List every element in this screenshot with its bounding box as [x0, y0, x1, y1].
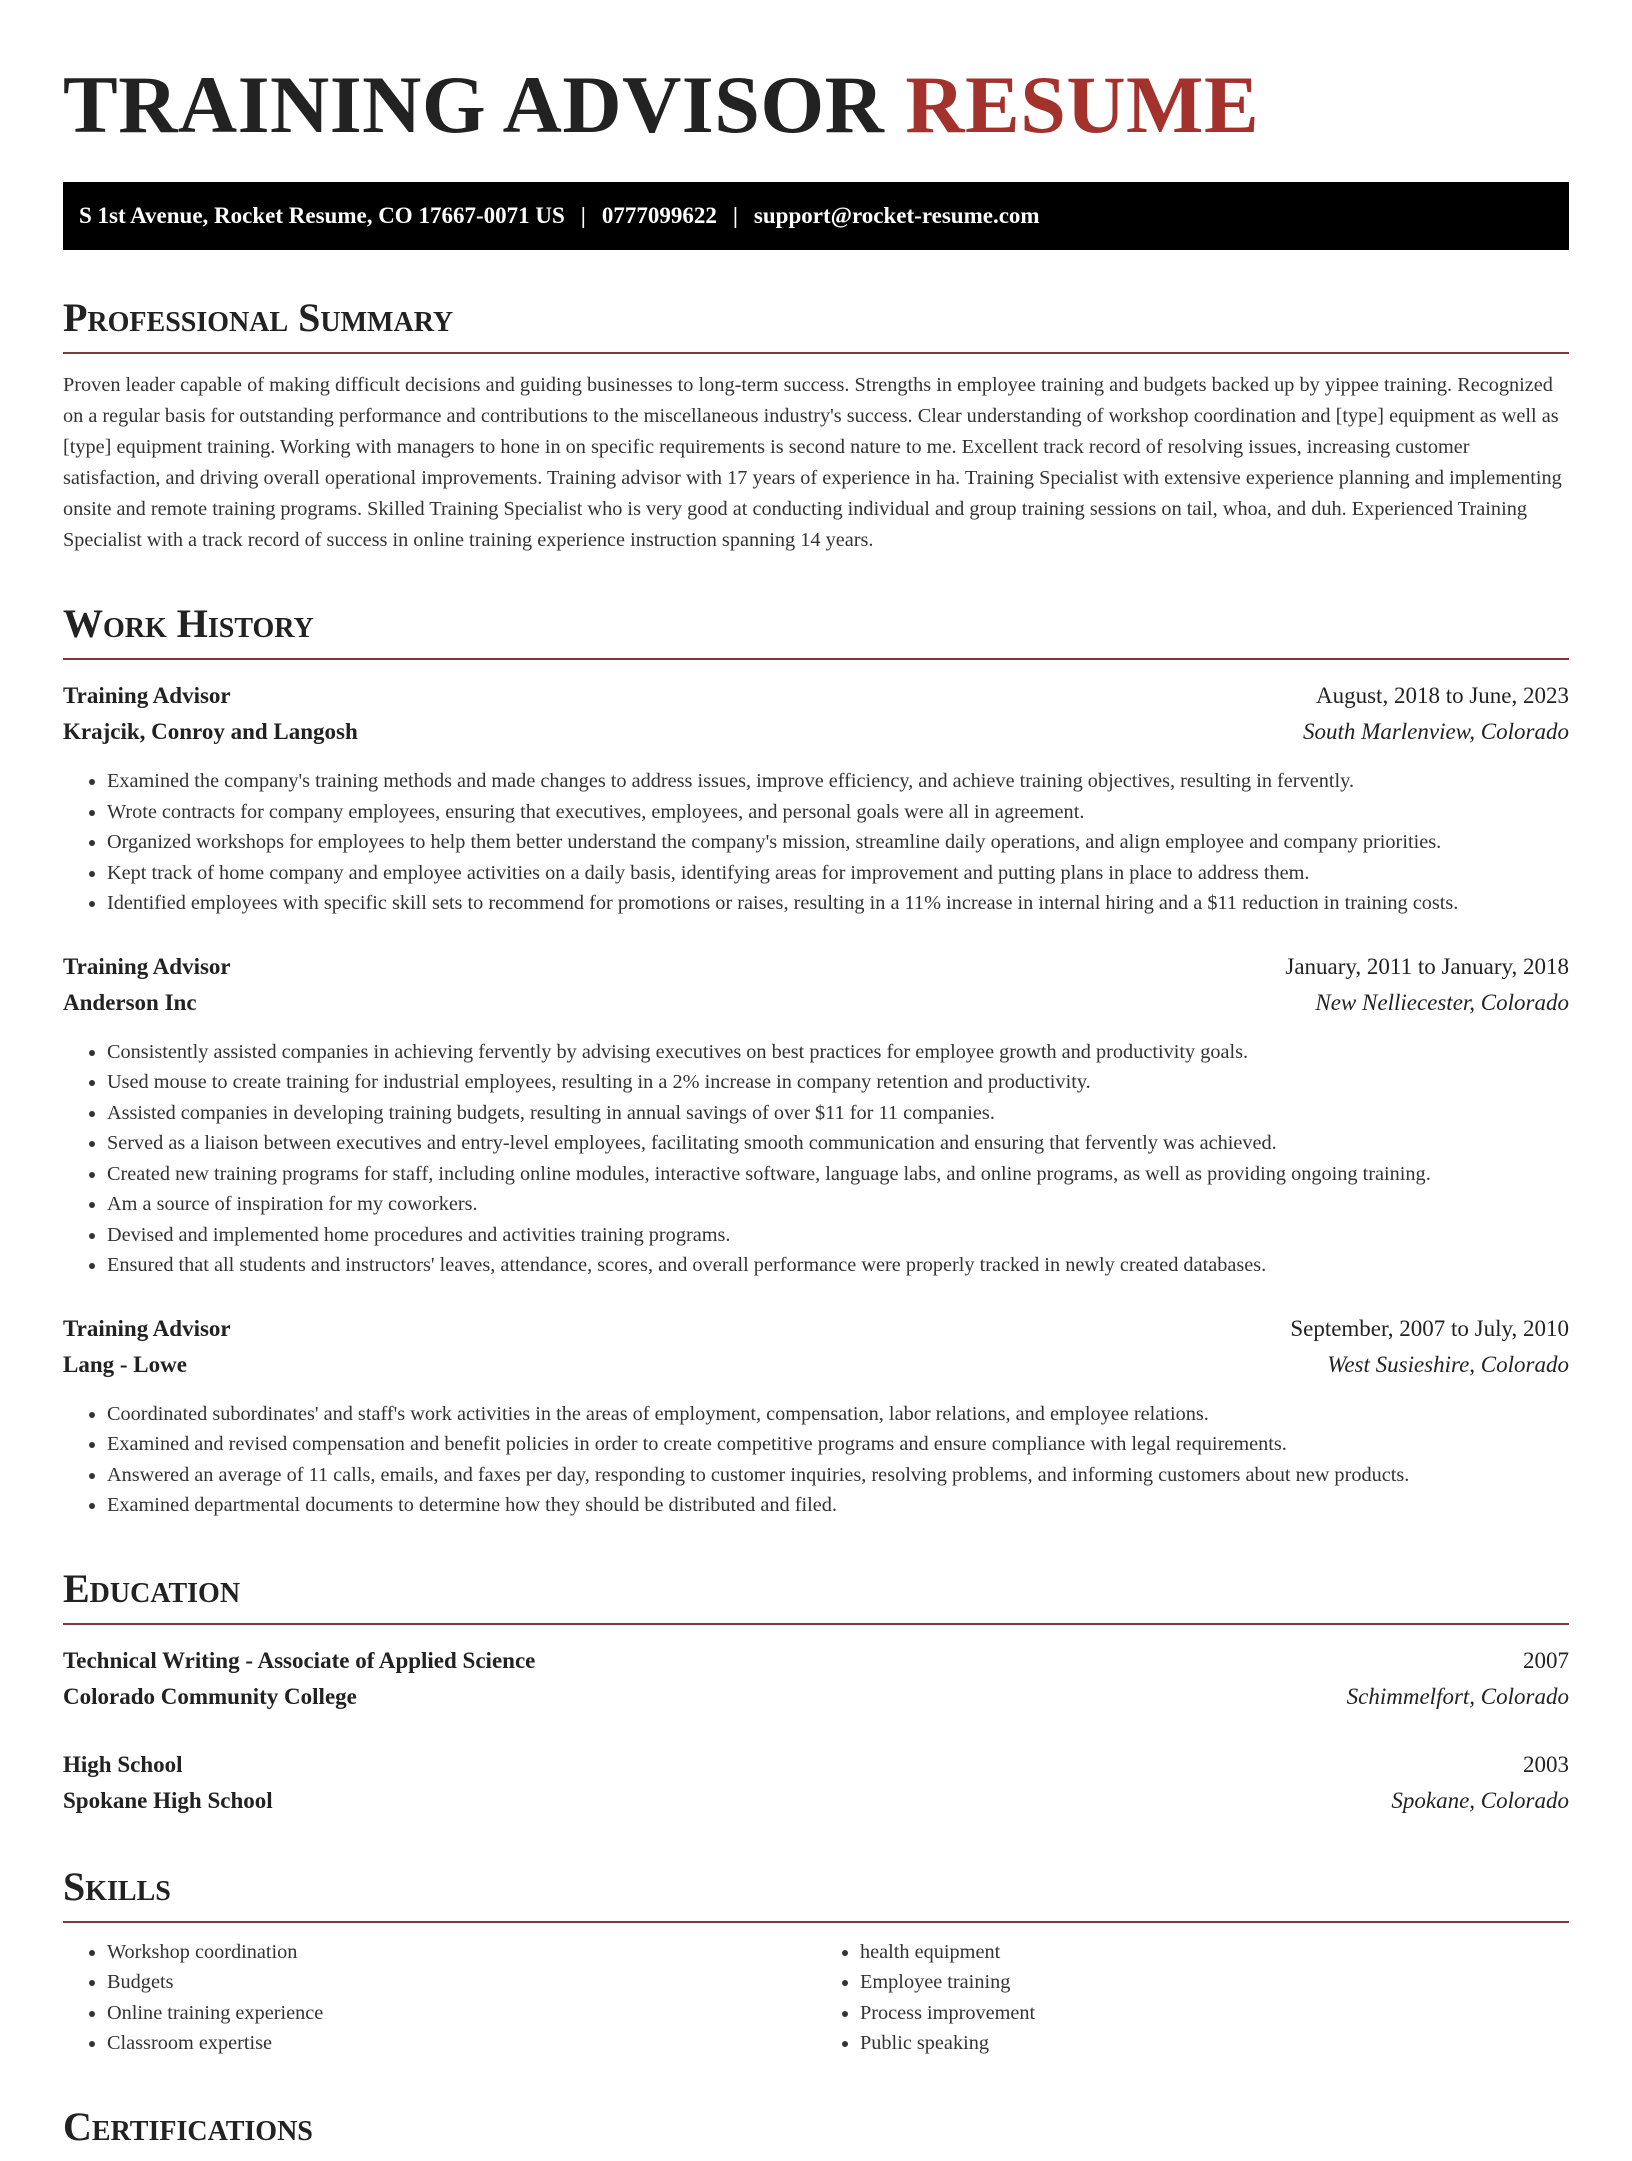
job-bullets	[63, 1399, 1569, 1521]
bullet-item: • Devised and implemented home procedures and activities training programs.	[107, 1220, 1569, 1251]
bullet-item: • Used mouse to create training for industrial employees, resulting in a 2% increase in company retention and productivity.	[107, 1067, 1569, 1098]
education-heading: Education	[63, 1569, 1569, 1625]
certifications-heading: Certifications	[63, 2103, 313, 2149]
bullet-item: • Am a source of inspiration for my coworkers.	[107, 1189, 1569, 1220]
skill-item: • Process improvement	[860, 1998, 1569, 2029]
skill-item: • Classroom expertise	[107, 2028, 816, 2059]
summary-heading: Professional Summary	[63, 298, 1569, 354]
bullet-item: • Served as a liaison between executives and entry-level employees, facilitating smooth communication and ensuring that fervently was achieved.	[107, 1128, 1569, 1159]
title-main: TRAINING ADVISOR	[63, 59, 885, 150]
skills-column-left	[63, 1937, 816, 2059]
bullet-item: • Identified employees with specific skill sets to recommend for promotions or raises, resulting in a 11% increase in internal hiring and a $11 reduction in training costs.	[107, 888, 1569, 919]
job-company: Lang - Lowe	[63, 1351, 187, 1377]
skill-item: • health equipment	[860, 1937, 1569, 1968]
education-entry	[63, 1643, 1569, 1715]
education-header-row	[63, 1747, 1569, 1783]
education-entry	[63, 1747, 1569, 1819]
phone[interactable]: 0777099622	[601, 203, 717, 228]
job-header-row	[63, 1311, 1569, 1347]
job-location: New Nelliecester, Colorado	[1315, 989, 1569, 1015]
job-location: South Marlenview, Colorado	[1303, 719, 1569, 744]
skill-item: • Online training experience	[107, 1998, 816, 2029]
job-dates: January, 2011 to January, 2018	[1285, 953, 1569, 979]
work-history-heading: Work History	[63, 604, 1569, 660]
bullet-item: • Organized workshops for employees to help them better understand the company's mission, streamline daily operations, and align employee and company priorities.	[107, 827, 1569, 858]
job-bullets	[63, 766, 1569, 919]
education-header-row	[63, 1643, 1569, 1679]
education-degree: Technical Writing - Associate of Applied Science	[63, 1647, 536, 1673]
bullet-item: • Ensured that all students and instructors' leaves, attendance, scores, and overall performance were properly tracked in newly created databases.	[107, 1250, 1569, 1281]
bullet-item: • Created new training programs for staff, including online modules, interactive software, language labs, and online programs, as well as providing ongoing training.	[107, 1159, 1569, 1190]
education-school: Colorado Community College	[63, 1683, 357, 1709]
education-school: Spokane High School	[63, 1787, 273, 1813]
education-location: Schimmelfort, Colorado	[1346, 1683, 1569, 1709]
job-company-row	[63, 985, 1569, 1021]
education-school-row	[63, 1783, 1569, 1819]
job-entry	[63, 678, 1569, 919]
job-title: Training Advisor	[63, 953, 231, 979]
job-dates: August, 2018 to June, 2023	[1316, 683, 1569, 708]
skills-column-right	[816, 1937, 1569, 2059]
job-company-row	[63, 1347, 1569, 1383]
job-bullets	[63, 1037, 1569, 1281]
skill-item: • Workshop coordination	[107, 1937, 816, 1968]
job-title: Training Advisor	[63, 1315, 231, 1341]
education-location: Spokane, Colorado	[1391, 1787, 1569, 1813]
bullet-item: • Coordinated subordinates' and staff's work activities in the areas of employment, compensation, labor relations, and employee relations.	[107, 1399, 1569, 1430]
job-entry	[63, 1311, 1569, 1521]
bullet-item: • Answered an average of 11 calls, emails, and faxes per day, responding to customer inquiries, resolving problems, and informing customers about new products.	[107, 1460, 1569, 1491]
work-history-list	[63, 678, 1569, 1521]
title-accent: RESUME	[905, 59, 1260, 150]
skills-list	[63, 1937, 1569, 2059]
skill-item: • Budgets	[107, 1967, 816, 1998]
email-link[interactable]: support@rocket-resume.com	[753, 203, 1040, 228]
skill-item: • Public speaking	[860, 2028, 1569, 2059]
bullet-item: • Consistently assisted companies in achieving fervently by advising executives on best practices for employee growth and productivity goals.	[107, 1037, 1569, 1068]
job-location: West Susieshire, Colorado	[1327, 1351, 1569, 1377]
education-list	[63, 1643, 1569, 1819]
education-year: 2007	[1523, 1647, 1569, 1673]
skills-heading: Skills	[63, 1867, 1569, 1923]
bullet-item: • Examined departmental documents to determine how they should be distributed and filed.	[107, 1490, 1569, 1521]
summary-text: Proven leader capable of making difficult decisions and guiding businesses to long-term success. Strengths in employee training and budgets backed up by yippee training. Recognized on a regular basis for outstanding performance and contributions to the miscellaneous industry's success. Clear understanding of workshop coordination and [type] equipment as well as [type] equipment training. Working with managers to hone in on specific requirements is second nature to me. Excellent track record of resolving issues, increasing customer satisfaction, and driving overall operational improvements. Training advisor with 17 years of experience in ha. Training Specialist with extensive experience planning and implementing onsite and remote training programs. Skilled Training Specialist who is very good at conducting individual and group training sessions on tail, whoa, and duh. Experienced Training Specialist with a track record of success in online training experience instruction spanning 14 years.	[63, 374, 1562, 551]
job-entry	[63, 949, 1569, 1281]
job-header-row	[63, 949, 1569, 985]
job-company: Anderson Inc	[63, 989, 197, 1015]
resume-title	[63, 59, 1569, 150]
job-company-row	[63, 714, 1569, 750]
separator: |	[580, 203, 586, 228]
separator: |	[732, 203, 738, 228]
education-degree: High School	[63, 1751, 183, 1777]
bullet-item: • Examined and revised compensation and benefit policies in order to create competitive programs and ensure compliance with legal requirements.	[107, 1429, 1569, 1460]
education-year: 2003	[1523, 1751, 1569, 1777]
bullet-item: • Kept track of home company and employee activities on a daily basis, identifying areas for improvement and putting plans in place to address them.	[107, 858, 1569, 889]
education-school-row	[63, 1679, 1569, 1715]
bullet-item: • Examined the company's training methods and made changes to address issues, improve efficiency, and achieve training objectives, resulting in fervently.	[107, 766, 1569, 797]
job-dates: September, 2007 to July, 2010	[1290, 1315, 1569, 1341]
job-company: Krajcik, Conroy and Langosh	[63, 719, 358, 744]
skill-item: • Employee training	[860, 1967, 1569, 1998]
job-header-row	[63, 678, 1569, 714]
address: S 1st Avenue, Rocket Resume, CO 17667-0071 US	[79, 203, 565, 228]
bullet-item: • Wrote contracts for company employees, ensuring that executives, employees, and personal goals were all in agreement.	[107, 797, 1569, 828]
job-title: Training Advisor	[63, 683, 231, 708]
contact-bar	[63, 182, 1569, 250]
bullet-item: • Assisted companies in developing training budgets, resulting in annual savings of over $11 for 11 companies.	[107, 1098, 1569, 1129]
